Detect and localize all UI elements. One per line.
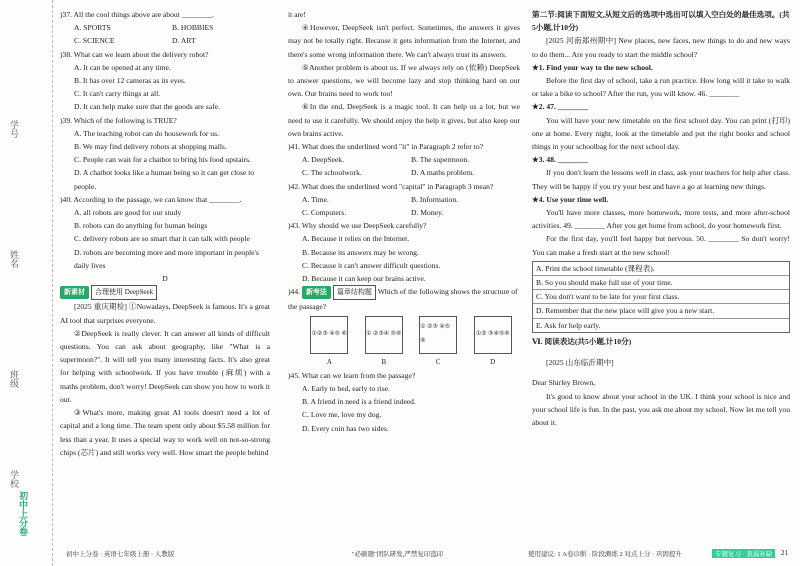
footer-mid: "必刷题"团队研发,严禁复印盗印 bbox=[352, 551, 444, 558]
q43-opt-d: D. Because it can keep our brains active. bbox=[302, 274, 426, 284]
diagram-label-d: D bbox=[490, 357, 496, 366]
q39-opt-d: D. A chatbot looks like a human being so it can get close to people. bbox=[74, 168, 255, 191]
diagram-label-c: C bbox=[435, 357, 441, 366]
tip-3: ★3. 48. ________ bbox=[532, 155, 589, 165]
q37-opt-d: D. ART bbox=[172, 36, 196, 46]
q45-opt-d: D. Every coin has two sides. bbox=[302, 423, 389, 433]
binding-school: 学校 bbox=[9, 470, 19, 488]
q41-opt-c: C. The schoolwork. bbox=[302, 168, 362, 178]
tip-2: ★2. 47. ________ bbox=[532, 102, 589, 112]
page-number: 21 bbox=[781, 549, 788, 557]
new-material-tag: 新素材 bbox=[60, 286, 89, 299]
letter-source: [2025 山东临沂期中] bbox=[546, 357, 614, 367]
column-3 bbox=[532, 8, 790, 429]
tips-intro: [2025 河南郑州期中] New places, new faces, new things to do and new ways to do them... Are you ready to start the middle school? bbox=[532, 36, 790, 59]
binding-number: 学号 bbox=[9, 120, 19, 138]
q39-opt-b: B. We may find delivery robots at shopping malls. bbox=[74, 142, 227, 152]
diagram-label-a: A bbox=[326, 357, 332, 366]
tip-4: ★4. Use your time well. bbox=[532, 194, 609, 204]
q43-opt-b: B. Because its answers may be wrong. bbox=[302, 247, 419, 257]
q38-stem: )38. What can we learn about the delivery robot? bbox=[60, 49, 209, 59]
q40-opt-a: A. all robots are good for our study bbox=[74, 208, 182, 218]
tip-1-text: Before the first day of school, take a run practice. How long will it take to walk or take a bike to school? After the run, you will know. 46. ________ bbox=[532, 76, 790, 99]
q39-stem: )39. Which of the following is TRUE? bbox=[60, 115, 177, 125]
q37-opt-b: B. HOBBIES bbox=[172, 23, 214, 33]
tip-4-text: You'll have more classes, more homework, more tests, and more after-school activities. 49. ________ After you get home from school, do your homework first. bbox=[532, 208, 790, 231]
diagram-label-b: B bbox=[381, 357, 387, 366]
column-2 bbox=[288, 8, 520, 435]
letter-body: It's good to know about your school in the UK. I think your school is nice and your school life is fun. In the past, you ask me about my school. Now let me tell you about it. bbox=[532, 391, 790, 428]
new-material-title: 合理使用 DeepSeek bbox=[91, 285, 157, 300]
q44-num: )44. bbox=[288, 287, 301, 297]
q39-opt-a: A. The teaching robot can do housework for us. bbox=[74, 128, 219, 138]
q38-opt-a: A. It can be opened at any time. bbox=[74, 62, 171, 72]
q41-opt-a: A. DeepSeek. bbox=[302, 155, 344, 165]
q38-opt-c: C. It can't carry things at all. bbox=[74, 89, 161, 99]
q43-opt-c: C. Because it can't answer difficult questions. bbox=[302, 260, 441, 270]
q42-opt-c: C. Computers. bbox=[302, 208, 347, 218]
passage-para-2: ②DeepSeek is really clever. It can answer all kinds of difficult questions. You can ask about geography, like "What is a supermoon?". It will tell you many interesting facts. It's also great for helping with schoolwork. If you have trouble (麻烦) with a maths problem, don't worry! DeepSeek can show you how to work it out. bbox=[60, 328, 270, 404]
q37-opt-c: C. SCIENCE bbox=[74, 36, 115, 46]
structure-diagram-c: ① ②③ ④⑤ ⑥ bbox=[419, 316, 457, 354]
q40-opt-d: D. robots are becoming more and more important in people's daily lives bbox=[74, 247, 259, 270]
q43-opt-a: A. Because it relies on the Internet. bbox=[302, 234, 410, 244]
q43-stem: )43. Why should we use DeepSeek carefully? bbox=[288, 221, 427, 231]
binding-margin bbox=[0, 0, 53, 566]
tip-1: ★1. Find your way to the new school. bbox=[532, 62, 653, 72]
q42-opt-b: B. Information. bbox=[411, 194, 459, 204]
column-1 bbox=[60, 8, 270, 459]
q42-opt-d: D. Money. bbox=[411, 208, 444, 218]
option-d: D. Remember that the new place will give you a new start. bbox=[533, 304, 789, 318]
structure-diagrams bbox=[302, 316, 520, 356]
q40-letter: D bbox=[162, 274, 168, 284]
q39-opt-c: C. People can wait for a chatbot to bring his food upstairs. bbox=[74, 155, 251, 165]
footer-right: 使用建议: 1 A卷诊断 · 阶段测练 2 对点上分 · 巩固提升 bbox=[528, 551, 682, 558]
passage-cont: it are! bbox=[288, 10, 306, 19]
q41-opt-b: B. The supermoon. bbox=[411, 155, 470, 165]
passage-para-6: ⑥In the end, DeepSeek is a magic tool. It can help us a lot, but we need to use it carefully. We should enjoy the help it gives, but also keep our own brains active. bbox=[288, 102, 520, 138]
option-box bbox=[532, 261, 790, 333]
passage-para-1: [2025 重庆期检] ①Nowadays, DeepSeek is famous. It's a great AI tool that surprises everyone. bbox=[60, 302, 270, 325]
passage-para-4: ④However, DeepSeek isn't perfect. Sometimes, the answers it gives may not be totally right. Because it gets information from the Internet, and there's some wrong information there. We can't always trust its answers. bbox=[288, 23, 520, 59]
q40-stem: )40. According to the passage, we can know that ________. bbox=[60, 194, 242, 204]
footer-highlight: 专题复习 · 查漏补缺 bbox=[712, 549, 775, 558]
q45-stem: )45. What can we learn from the passage? bbox=[288, 370, 416, 380]
structure-diagram-b: ① ②③④ ⑤⑥ bbox=[365, 316, 403, 354]
q40-opt-b: B. robots can do anything for human beings bbox=[74, 221, 208, 231]
section-2-heading: 第二节:阅读下面短文,从短文后的选项中选出可以填入空白处的最佳选项。(共5小题,计10分) bbox=[532, 10, 790, 33]
q45-opt-b: B. A friend in need is a friend indeed. bbox=[302, 397, 416, 407]
structure-diagram-d: ①② ③④⑤⑥ bbox=[474, 316, 512, 354]
section-6-heading: Ⅵ. 阅读表达(共5小题,计10分) bbox=[532, 336, 632, 346]
q37-stem: )37. All the cool things above are about ________. bbox=[60, 10, 214, 19]
q40-opt-c: C. delivery robots are so smart that it can talk with people bbox=[74, 234, 250, 244]
q42-opt-a: A. Time. bbox=[302, 194, 329, 204]
passage-para-5: ⑤Another problem is about us. If we always rely on (依赖) DeepSeek to answer questions, we will become lazy and stop thinking hard on our own. Our brains need to work too! bbox=[288, 62, 520, 99]
new-test-title: 篇章结构题 bbox=[333, 285, 376, 300]
tip-2-text: You will have your new timetable on the first school day. You can print (打印) one at home. Every night, look at the timetable and put the right books and school things in your schoolbag for the next school day. bbox=[532, 115, 790, 152]
q42-stem: )42. What does the underlined word "capital" in Paragraph 3 mean? bbox=[288, 181, 494, 191]
q45-opt-c: C. Love me, love my dog. bbox=[302, 410, 382, 420]
option-a: A. Print the school timetable (课程表). bbox=[533, 262, 789, 276]
q37-opt-a: A. SPORTS bbox=[74, 23, 111, 33]
q44-stem: Which of the following shows the structure of the passage? bbox=[288, 287, 518, 312]
q41-opt-d: D. A maths problem. bbox=[411, 168, 475, 178]
structure-diagram-a: ①②③ ④⑤ ⑥ bbox=[310, 316, 348, 354]
tips-ending: For the first day, you'll feel happy but nervous. 50. ________ So don't worry! You can make a fresh start at the new school! bbox=[532, 234, 790, 257]
option-b: B. So you should make full use of your time. bbox=[533, 276, 789, 290]
binding-name: 姓名 bbox=[9, 250, 19, 268]
q45-opt-a: A. Early to bed, early to rise. bbox=[302, 384, 390, 394]
binding-brand: 初中上分卷 bbox=[18, 491, 28, 536]
option-c: C. You don't want to be late for your first class. bbox=[533, 290, 789, 304]
binding-class: 班级 bbox=[9, 370, 19, 388]
option-e: E. Ask for help early. bbox=[536, 320, 601, 330]
q38-opt-b: B. It has over 12 cameras as its eyes. bbox=[74, 76, 186, 86]
new-test-tag: 新考法 bbox=[302, 286, 331, 299]
footer-left: 初中上分卷 · 英语七年级上册 · 人教版 bbox=[66, 551, 175, 558]
q38-opt-d: D. It can help make sure that the goods are safe. bbox=[74, 102, 220, 112]
passage-para-3: ③What's more, making great AI tools doesn't need a lot of capital and a long time. The team spent only about $5.58 million for less than a year. It uses a special way to work well on not-so-strong chips (芯片) and still works very well. How smart the people behind bbox=[60, 408, 270, 457]
letter-greeting: Dear Shirley Brown, bbox=[532, 378, 596, 388]
q41-stem: )41. What does the underlined word "it" in Paragraph 2 refer to? bbox=[288, 142, 483, 152]
tip-3-text: If you don't learn the lessons well in class, ask your teachers for help after class. They will be happy if you try your best and have a go at learning new things. bbox=[532, 168, 790, 191]
